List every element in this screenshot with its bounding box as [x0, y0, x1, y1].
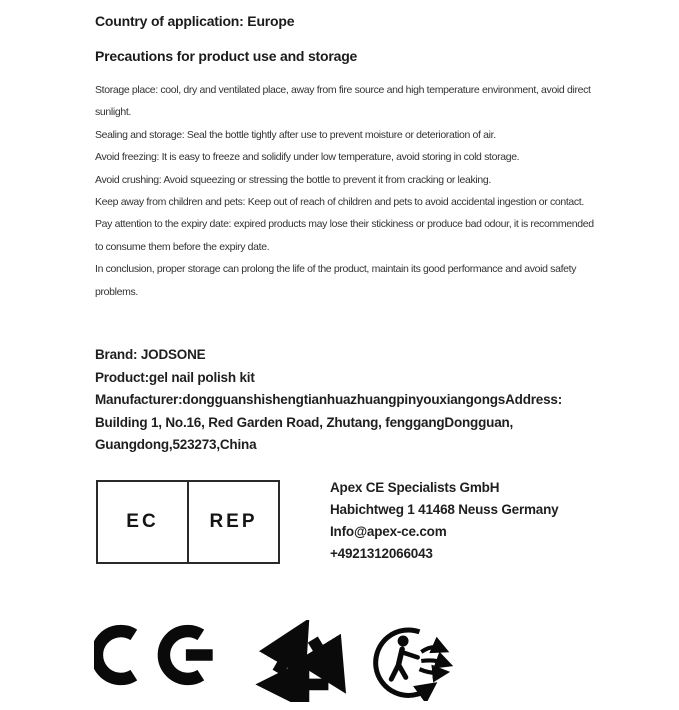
ec-rep-address-line: +4921312066043	[330, 546, 433, 561]
precaution-paragraph: In conclusion, proper storage can prolong the life of the product, maintain its good performance and avoid safety problems.	[95, 263, 577, 298]
ec-rep-box	[96, 480, 280, 564]
precaution-paragraph: Keep away from children and pets: Keep out of reach of children and pets to avoid accidental ingestion or contact.	[95, 196, 584, 209]
precaution-paragraph: Avoid crushing: Avoid squeezing or stressing the bottle to prevent it from cracking or leaking.	[95, 173, 491, 186]
ec-rep-address-line: Apex CE Specialists GmbH	[330, 480, 500, 495]
recycling-mobius-icon	[248, 620, 360, 707]
country-of-application-heading: Country of application: Europe	[95, 13, 295, 29]
ec-rep-address-line: Info@apex-ce.com	[330, 524, 447, 539]
ce-mark-icon	[94, 624, 228, 691]
precaution-paragraph: Pay attention to the expiry date: expired products may lose their stickiness or produce bad odour, it is recommended to consume them before the expiry date.	[95, 218, 594, 253]
ec-rep-box-left-cell: EC	[126, 511, 159, 532]
precautions-heading: Precautions for product use and storage	[95, 48, 358, 64]
product-info-line: Manufacturer:dongguanshishengtianhuazhuangpinyouxiangongsAddress:	[95, 392, 563, 408]
product-info-line: Brand: JODSONE	[95, 347, 206, 362]
ec-rep-box-right-cell: REP	[187, 482, 278, 562]
product-info-line: Guangdong,523273,China	[95, 437, 257, 453]
precaution-paragraph: Sealing and storage: Seal the bottle tightly after use to prevent moisture or deterioration of air.	[95, 128, 496, 141]
precaution-paragraph: Storage place: cool, dry and ventilated place, away from fire source and high temperature environment, avoid direct sunlight.	[95, 84, 591, 119]
product-info-line: Product:gel nail polish kit	[95, 369, 255, 385]
precaution-paragraph: Avoid freezing: It is easy to freeze and solidify under low temperature, avoid storing in cold storage.	[95, 151, 520, 164]
precautions-text-block	[95, 79, 595, 303]
product-info-block	[95, 344, 605, 457]
ec-rep-address-block	[330, 477, 558, 565]
triman-recycling-icon	[368, 621, 460, 706]
product-info-line: Building 1, No.16, Red Garden Road, Zhutang, fenggangDongguan,	[95, 414, 514, 430]
ec-rep-address-line: Habichtweg 1 41468 Neuss Germany	[330, 502, 559, 517]
